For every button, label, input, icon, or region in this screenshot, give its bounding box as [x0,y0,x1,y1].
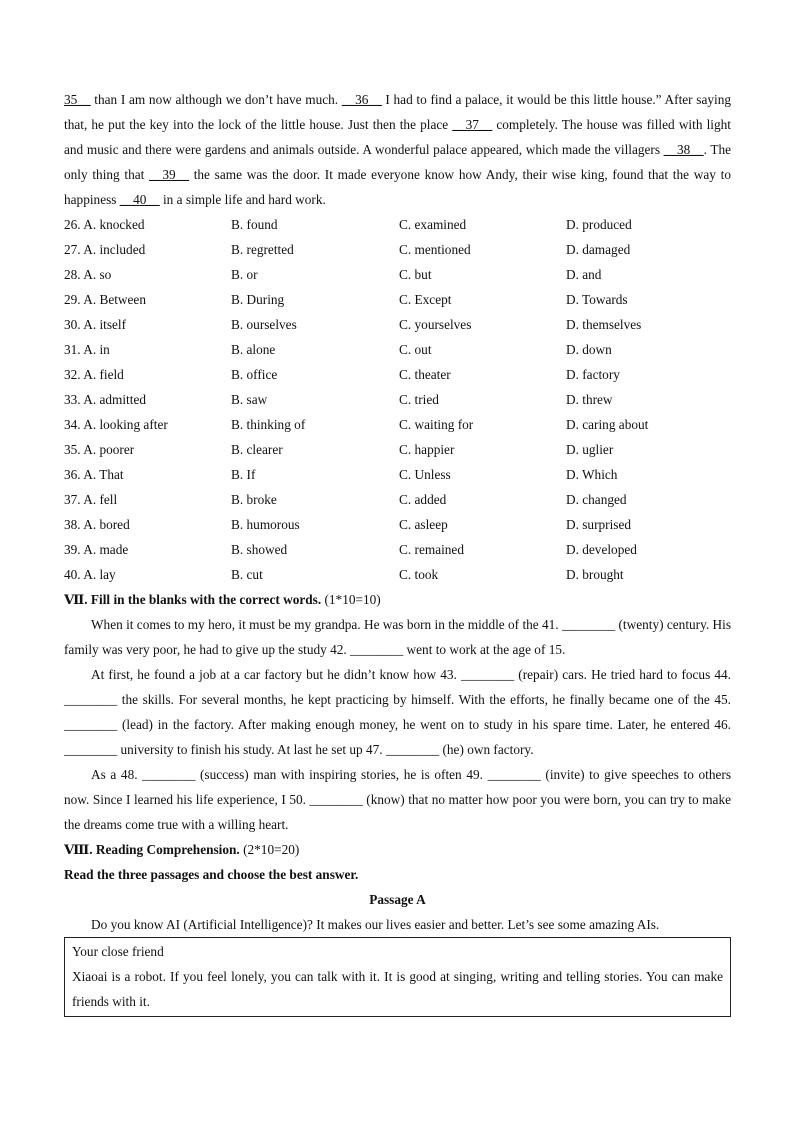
section-8-title: Ⅷ. Reading Comprehension. [64,842,240,857]
option-choice: D. caring about [566,417,649,432]
option-choice: 33. A. admitted [64,392,146,407]
option-choice: B. ourselves [231,317,297,332]
option-choice: 36. A. That [64,467,124,482]
answer-blank: __38__ [663,142,704,157]
option-choice: 38. A. bored [64,517,130,532]
answer-blank: __37__ [452,117,493,132]
option-choice: C. added [399,492,447,507]
option-choice: D. and [566,267,602,282]
story-text: in a simple life and hard work. [159,192,326,207]
fill-paragraph-3: As a 48. ________ (success) man with inspiring stories, he is often 49. ________ (invite) to give speeches to others now. Since I learned his life experience, I 50. ________ (know) that no matter how poor you were born, you can try to make the dreams come true with a willing heart. [64,767,731,832]
option-choice: D. threw [566,392,613,407]
option-choice: C. but [399,267,432,282]
story-text: I had to find a palace, it would be this little house.” After saying that, he put the key into the lock of the little house. Just then the place [64,92,731,132]
option-choice: C. Unless [399,467,451,482]
section-8-heading [64,837,731,862]
option-choice: C. out [399,342,432,357]
option-choice: B. saw [231,392,268,407]
section-7-heading [64,587,731,612]
option-choice: B. alone [231,342,276,357]
answer-blank: __39__ [149,167,189,182]
option-row [64,512,731,537]
option-choice: C. Except [399,292,452,307]
option-choice: D. developed [566,542,637,557]
option-choice: B. office [231,367,278,382]
option-choice: 40. A. lay [64,567,116,582]
option-choice: B. humorous [231,517,300,532]
passage-a-box [64,937,731,1017]
option-choice: C. mentioned [399,242,471,257]
option-choice: D. Which [566,467,618,482]
option-choice: B. found [231,217,278,232]
exam-page [64,87,731,1017]
passage-a-box-title: Your close friend [72,944,164,959]
option-choice: C. waiting for [399,417,474,432]
option-choice: D. surprised [566,517,631,532]
option-choice: C. tried [399,392,439,407]
option-choice: C. took [399,567,439,582]
options-list [64,212,731,587]
option-row [64,262,731,287]
option-choice: D. changed [566,492,627,507]
section-7-score: (1*10=10) [321,592,381,607]
option-choice: 28. A. so [64,267,112,282]
option-row [64,437,731,462]
option-choice: B. or [231,267,258,282]
option-choice: D. down [566,342,612,357]
option-choice: D. factory [566,367,620,382]
option-row [64,337,731,362]
story-text: the same was the door. It made everyone know how Andy, their wise king, found that the way to happiness [64,167,731,207]
story-paragraph [64,87,731,212]
section-8-instruction: Read the three passages and choose the best answer. [64,867,359,882]
option-row [64,212,731,237]
answer-blank: 35__ [64,92,91,107]
section-8-score: (2*10=20) [239,842,300,857]
option-choice: B. broke [231,492,277,507]
answer-blank: __36__ [341,92,382,107]
option-choice: 35. A. poorer [64,442,135,457]
option-choice: B. During [231,292,285,307]
option-choice: C. happier [399,442,455,457]
option-choice: C. examined [399,217,467,232]
option-row [64,287,731,312]
option-row [64,312,731,337]
fill-paragraph-1: When it comes to my hero, it must be my grandpa. He was born in the middle of the 41. ________ (twenty) century. His family was very poor, he had to give up the study 42. ________ went to work at the age of 15. [64,617,731,657]
story-text: completely. The house was filled with light and music and there were gardens and animals outside. A wonderful palace appeared, which made the villagers [64,117,731,157]
option-choice: C. remained [399,542,464,557]
option-choice: B. showed [231,542,288,557]
option-choice: 37. A. fell [64,492,118,507]
option-choice: D. produced [566,217,632,232]
section-7-title: Ⅶ. Fill in the blanks with the correct words. [64,592,322,607]
option-choice: C. theater [399,367,451,382]
option-choice: D. damaged [566,242,631,257]
option-choice: 39. A. made [64,542,129,557]
fill-paragraph-2: At first, he found a job at a car factory but he didn’t know how 43. ________ (repair) cars. He tried hard to focus 44. ________ the skills. For several months, he kept practicing by himself. With the efforts, he finally became one of the 45. ________ (lead) in the factory. After making enough money, he went on to study in his spare time. Later, he entered 46. ________ university to finish his study. At last he set up 47. ________ (he) own factory. [64,667,731,757]
option-choice: 32. A. field [64,367,124,382]
option-choice: B. If [231,467,256,482]
option-row [64,462,731,487]
option-row [64,237,731,262]
option-row [64,387,731,412]
story-text: . The only thing that [64,142,731,182]
option-row [64,537,731,562]
option-choice: B. thinking of [231,417,306,432]
option-choice: B. regretted [231,242,294,257]
option-row [64,562,731,587]
passage-a-box-text: Xiaoai is a robot. If you feel lonely, you can talk with it. It is good at singing, writing and telling stories. You can make friends with it. [72,969,723,1009]
passage-a-intro: Do you know AI (Artificial Intelligence)? It makes our lives easier and better. Let’s see some amazing AIs. [91,917,660,932]
story-text: than I am now although we don’t have much. [90,92,342,107]
option-choice: D. brought [566,567,624,582]
option-choice: 26. A. knocked [64,217,145,232]
option-choice: C. asleep [399,517,448,532]
option-row [64,487,731,512]
option-row [64,362,731,387]
option-row [64,412,731,437]
option-choice: D. themselves [566,317,642,332]
option-choice: B. cut [231,567,263,582]
option-choice: 34. A. looking after [64,417,168,432]
passage-a-title: Passage A [369,892,426,907]
option-choice: D. Towards [566,292,628,307]
option-choice: C. yourselves [399,317,472,332]
option-choice: 31. A. in [64,342,110,357]
option-choice: 30. A. itself [64,317,127,332]
option-choice: D. uglier [566,442,614,457]
option-choice: 27. A. included [64,242,146,257]
option-choice: B. clearer [231,442,283,457]
answer-blank: __40__ [119,192,160,207]
option-choice: 29. A. Between [64,292,146,307]
